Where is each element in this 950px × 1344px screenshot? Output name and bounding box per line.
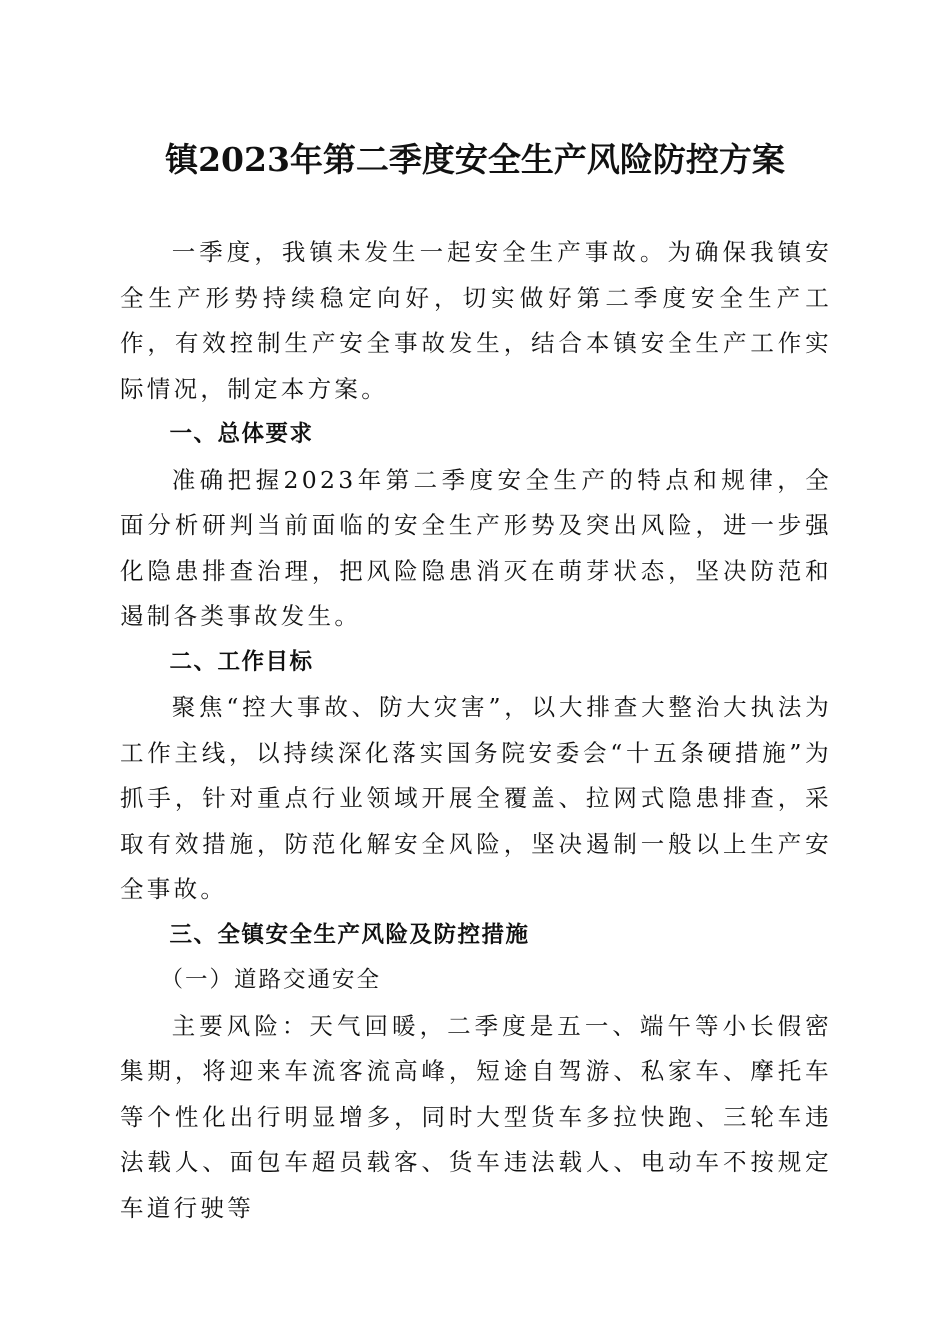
section-paragraph-road-traffic-risks: 主要风险：天气回暖，二季度是五一、端午等小长假密集期，将迎来车流客流高峰，短途自驾游、私家车、摩托车等个性化出行明显增多，同时大型货车多拉快跑、三轮车违法载人、面包车超员载客、货车违法载人、电动车不按规定车道行驶等 <box>120 1011 832 1222</box>
section-heading-risks-and-measures: 三、全镇安全生产风险及防控措施 <box>169 921 530 948</box>
intro-paragraph: 一季度，我镇未发生一起安全生产事故。为确保我镇安全生产形势持续稳定向好，切实做好第二季度安全生产工作，有效控制生产安全事故发生，结合本镇安全生产工作实际情况，制定本方案。 <box>120 238 832 403</box>
section-paragraph-overall-requirements: 准确把握2023年第二季度安全生产的特点和规律，全面分析研判当前面临的安全生产形势及突出风险，进一步强化隐患排查治理，把风险隐患消灭在萌芽状态，坚决防范和遏制各类事故发生。 <box>120 465 832 630</box>
section-heading-overall-requirements: 一、总体要求 <box>169 421 314 447</box>
section-paragraph-work-goals: 聚焦“控大事故、防大灾害”，以大排查大整治大执法为工作主线，以持续深化落实国务院安委会“十五条硬措施”为抓手，针对重点行业领域开展全覆盖、拉网式隐患排查，采取有效措施，防范化解安全风险，坚决遏制一般以上生产安全事故。 <box>120 693 832 903</box>
section-heading-work-goals: 二、工作目标 <box>169 648 314 675</box>
subsection-heading-road-traffic: （一）道路交通安全 <box>160 967 382 993</box>
document-title: 镇2023年第二季度安全生产风险防控方案 <box>165 140 785 179</box>
document-body <box>120 230 832 1231</box>
